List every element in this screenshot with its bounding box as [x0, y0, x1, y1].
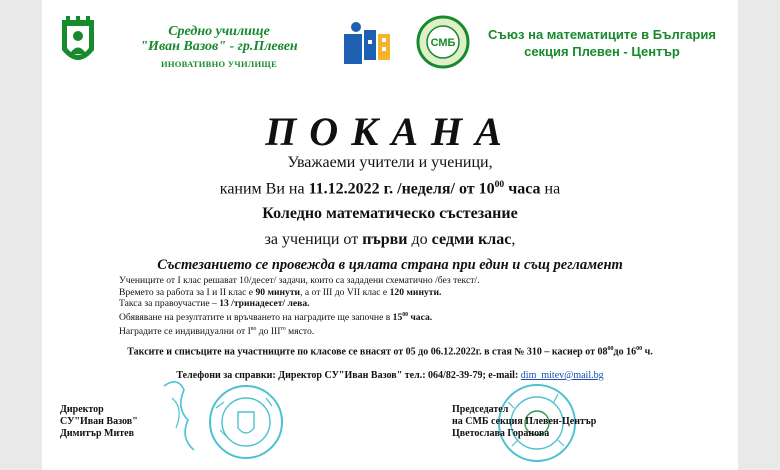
right-role: Председател: [452, 404, 509, 415]
classes-from: първи: [362, 231, 408, 248]
detail-line-awards: [119, 324, 479, 338]
details-block: [119, 275, 479, 337]
classes-prefix: за ученици от: [264, 231, 363, 248]
invite-suffix: на: [540, 180, 561, 198]
detail-awards-sup2: то: [280, 325, 286, 332]
rule-line: Състезанието се провежда в цялата страна при един и същ регламент: [157, 257, 623, 273]
detail-awards-c: място.: [285, 325, 315, 337]
registration-text-b: до 16: [613, 346, 637, 358]
competition-name: Коледно математическо състезание: [262, 205, 518, 222]
detail-fee-b: 13 /тринадесет/ лева.: [219, 298, 310, 310]
invitation-title: ПОКАНА: [265, 109, 515, 154]
detail-fee-a: Такса за правоучастие –: [119, 298, 220, 310]
detail-results-a: Обявяване на резултатите и връчването на наградите ще започне в: [119, 311, 393, 323]
email-link[interactable]: dim_mitev@mail.bg: [520, 370, 604, 381]
detail-time-d: 120 минути.: [389, 286, 442, 298]
contact-text: Телефони за справки: Директор СУ"Иван Вазов" тел.: 064/82-39-79; e-mail:: [176, 370, 521, 381]
detail-results-b: 15: [392, 311, 403, 323]
school-name-line1: Средно училище: [168, 24, 270, 39]
puzzle-logo-icon: [342, 20, 394, 68]
school-stamp-icon: [154, 368, 284, 468]
detail-line-fee: [119, 298, 479, 310]
left-role: Директор: [60, 404, 104, 415]
detail-awards-sup1: во: [250, 325, 257, 332]
invite-prefix: каним Ви на: [219, 180, 309, 198]
school-name: [124, 24, 314, 54]
registration-sup-a: 00: [607, 346, 614, 352]
signature-left: [60, 404, 138, 440]
smb-name: [482, 26, 722, 60]
right-name: Цветослава Горанова: [452, 428, 550, 439]
invitation-document: [42, 0, 738, 470]
invite-line: [42, 179, 738, 198]
classes-suffix: ,: [511, 231, 516, 248]
detail-time-a: Времето за работа за I и II клас е: [119, 286, 256, 298]
invite-time-sup: 00: [494, 179, 505, 190]
invite-hour-word: часа: [504, 180, 541, 198]
detail-line-results: [119, 310, 479, 324]
classes-mid: до: [407, 231, 432, 248]
registration-text-c: ч.: [642, 346, 653, 358]
detail-time-c: , а от III до VII клас е: [300, 286, 390, 298]
contact-line: [42, 370, 738, 381]
school-name-line2: "Иван Вазов" - гр.Плевен: [140, 39, 298, 54]
signature-right: [452, 404, 596, 440]
invite-date: 11.12.2022 г. /неделя/ от 10: [308, 180, 495, 198]
detail-time-b: 90 минути: [255, 286, 301, 298]
school-tagline: ИНОВАТИВНО УЧИЛИЩЕ: [160, 59, 278, 69]
classes-line: [42, 231, 738, 249]
detail-awards-a: Наградите се индивидуални от I: [119, 325, 251, 337]
left-org: СУ"Иван Вазов": [60, 416, 138, 427]
left-name: Димитър Митев: [60, 428, 134, 439]
smb-name-line1: Съюз на математиците в България: [488, 27, 716, 42]
detail-results-sup: 00: [402, 311, 408, 318]
right-org: на СМБ секция Плевен-Център: [452, 416, 597, 427]
detail-results-c: часа.: [408, 311, 433, 323]
detail-awards-b: до III: [256, 325, 281, 337]
greeting: Уважаеми учители и ученици,: [287, 154, 493, 171]
registration-line: [42, 346, 738, 357]
smb-logo-text: СМБ: [430, 37, 456, 49]
smb-logo-icon: [416, 15, 470, 69]
registration-sup-b: 00: [636, 346, 643, 352]
school-crest-icon: [60, 16, 96, 72]
smb-name-line2: секция Плевен - Център: [524, 44, 680, 59]
detail-line-time: [119, 287, 479, 299]
classes-to: седми клас: [431, 231, 512, 248]
registration-text-a: Таксите и списъците на участниците по класове се внасят от 05 до 06.12.2022г. в стая № 310 – касиер от 08: [127, 346, 608, 358]
detail-line-tasks: Учениците от I клас решават 10/десет/ задачи, които са зададени схематично /без текст/.: [119, 275, 480, 286]
